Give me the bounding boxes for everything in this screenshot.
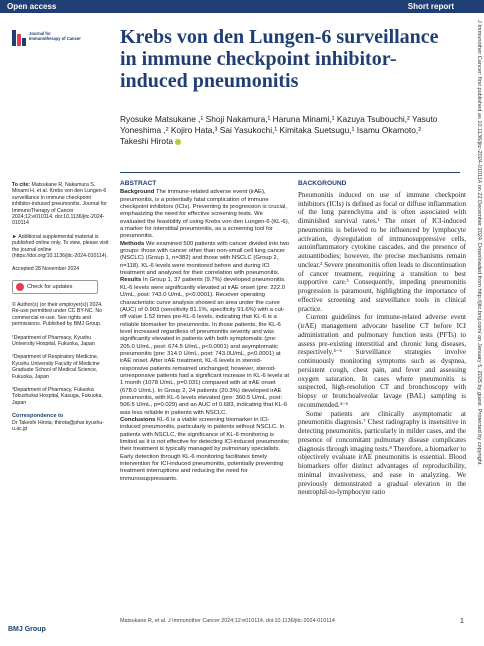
abstract-section — [120, 180, 290, 483]
cite-label: To cite: — [12, 182, 31, 188]
bmj-logo: BMJ Group — [8, 626, 46, 633]
abstract-background — [120, 189, 290, 240]
journal-logo-text: Journal for Immunotherapy of Cancer — [29, 31, 81, 41]
top-banner — [0, 0, 484, 13]
abstract-conclusions — [120, 417, 290, 483]
accepted-date: Accepted 28 November 2024 — [12, 266, 80, 273]
correspondence-text[interactable]: Dr Takeshi Hirota; thirota@phar.kyushu-u.ac.jp — [12, 419, 104, 432]
article-title: Krebs von den Lungen-6 surveillance in immune checkpoint inhibitor-induced pneumonitis — [120, 26, 439, 92]
affiliation-2: ²Department of Respiratory Medicine, Kyushu University Faculty of Medicine Graduate School of Medical Science, Fukuoka, Japan — [12, 354, 100, 380]
abstract-methods-label: Methods — [120, 240, 145, 247]
abstract-background-label: Background — [120, 189, 155, 196]
abstract-results — [120, 277, 290, 417]
check-for-updates-label: Check for updates — [27, 283, 73, 290]
affiliation-3: ³Department of Pharmacy, Fukuoka Tokushukai Hospital, Kasuga, Fukuoka, Japan — [12, 386, 103, 406]
crossmark-icon — [16, 283, 24, 291]
background-paragraph-2: Current guidelines for immune-related adverse event (irAE) management advocate baseline CT before ICI administration and pulmonary function tests (PFTs) to assess pre-existing interstitial and chronic lung diseases, respectively.⁴⁻⁶ Surveillance strategies involve continuously monitoring symptoms such as dyspnea, persistent cough, chest pain, and fever and assessing oxygen saturation. In cases where pneumonitis is suspected, high-resolution CT and bronchoscopy with biopsy or bronchoalveolar lavage (BAL) sampling is recommended.⁴⁻⁶ — [298, 313, 466, 409]
authors-text: Ryosuke Matsukane ,¹ Shoji Nakamura,¹ Haruna Minami,¹ Kazuya Tsubouchi,² Yasuto Yoneshima ,² Kojiro Hata,³ Sai Yasukochi,¹ Kimitaka Suetsugu,¹ Isamu Okamoto,² Takeshi Hirota — [120, 114, 438, 146]
copyright-sidebar-text: J Immunother Cancer: first published as 10.1136/jitc-2024-010114 on 22 December 2024. Downloaded from http://jitc.bmj.com/ on January 5, 2025 by guest. Protected by copyright. — [476, 20, 482, 466]
abstract-heading: ABSTRACT — [120, 180, 157, 187]
journal-logo-icon — [12, 30, 26, 46]
affiliation-1: ¹Department of Pharmacy, Kyushu University Hospital, Fukuoka, Japan — [12, 334, 95, 347]
page-number: 1 — [460, 618, 464, 625]
background-heading: BACKGROUND — [298, 180, 347, 187]
open-access-label: Open access — [7, 2, 57, 11]
abstract-conclusions-label: Conclusions — [120, 417, 156, 423]
background-section — [298, 180, 466, 497]
article-metadata-column — [12, 182, 110, 432]
title-rule — [120, 172, 460, 173]
abstract-conclusions-text: KL-6 is a viable screening biomarker in ICI-induced pneumonitis, particularly in patients without NSCLC. In patients with NSCLC, the significance of KL-6 monitoring is limited as it is not effective for detecting ICI-induced pneumonitis; their treatment is typically managed by pulmonary specialists. Early detection through KL-6 monitoring facilitates timely intervention for ICI-induced pneumonitis, potentially preventing treatment interruptions and reducing the need for immunosuppressants. — [120, 417, 290, 482]
abstract-results-text: In Group 1, 37 patients (9.7%) developed pneumonitis. KL-6 levels were significantly elevated at irAE onset (pre: 222.0 U/mL, post: 743.0 U/mL, p<0.0001). Receiver operating characteristic curve analysis showed an area under the curve (AUC) of 0.903 (sensitivity 81.1%, specificity 91.6%) with a cut-off value 1.52 times pre-KL-6 levels, indicating that KL-6 is a reliable biomarker for pneumonitis. In those patients, the KL-6 level increased regardless of pneumonitis severity and was significantly elevated in patients with both symptomatic (pre: 205.0 U/mL, post: 674.5 U/mL, p<0.0001) and asymptomatic pneumonitis (pre: 314.0 U/mL, post: 743.0U/mL, p<0.0001) at irAE onset. After irAE treatment, KL-6 levels in steroid-responsive patients remained unchanged; however, steroid-unresponsive patients had a significant increase in KL-6 levels at 1 month (1078 U/mL, p=0.031) compared with at irAE onset (678.0 U/mL). In Group 2, 24 patients (20.3%) developed irAE pneumonitis, with KL-6 levels elevated (pre: 360.5 U/mL, post: 506.5 U/mL, p=0.029) and an AUC of 0.683, indicating that KL-6 was less reliable in patients with NSCLC. — [120, 277, 289, 416]
journal-logo — [12, 30, 82, 60]
background-paragraph-3: Some patients are clinically asymptomatic at pneumonitis diagnosis.⁷ Chest radiography is insensitive in detecting pneumonitis, particularly in milder cases, and the presence of concomitant pulmonary disease complicates diagnosis through imaging tests.⁸ Therefore, a biomarker to objectively evaluate irAE pneumonitis is essential. Blood biomarkers offer distinct advantages of reproducibility, minimal invasiveness, and ease in analyzing. We previously demonstrated a gradual elevation in the neutrophil-to-lymphocyte ratio — [298, 409, 466, 497]
abstract-background-text: The immune-related adverse event (irAE), pneumonitis, is a potentially fatal complication of immune checkpoint inhibitors (ICIs). Preventing its progression is crucial, emphasizing the need for effective screening tests. We evaluated the feasibility of using Krebs von den Lungen-6 (KL-6), a marker for interstitial pneumonitis, as a screening tool for pneumonitis. — [120, 189, 290, 240]
citation-block — [12, 182, 110, 227]
abstract-results-label: Results — [120, 277, 142, 284]
page-footer-citation: Matsukane R, et al. J Immunother Cancer 2024;12:e010114. doi:10.1136/jitc-2024-010114 — [120, 618, 335, 624]
abstract-methods — [120, 241, 290, 278]
copyright-text: © Author(s) (or their employer(s)) 2024. Re-use permitted under CC BY-NC. No commercial re-use. See rights and permissions. Published by BMJ Group. — [12, 301, 103, 328]
orcid-icon[interactable] — [175, 139, 181, 145]
side-strip — [466, 0, 484, 646]
supplemental-note[interactable]: ► Additional supplemental material is published online only. To view, please visit the journal online (https://doi.org/10.1136/jitc-2024-010114). — [12, 233, 109, 260]
author-list — [120, 114, 450, 147]
check-for-updates-button[interactable] — [12, 280, 98, 294]
abstract-methods-text: We examined 500 patients with cancer divided into two groups: those with cancer other than non-small cell lung cancer (NSCLC) (Group 1, n=382) and those with NSCLC (Group 2, n=118). KL-6 levels were monitored before and during ICI treatment and analyzed for their correlation with pneumonitis. — [120, 240, 290, 277]
background-paragraph-1: Pneumonitis induced on use of immune checkpoint inhibitors (ICIs) is defined as focal or diffuse inflammation of the lung parenchyma and is often associated with diminished survival rates.¹ The onset of ICI-induced pneumonitis is believed to be influenced by lymphocyte activation, dysregulation of immunosuppressive cells, autoinflammatory cytokine cascades, and the presence of autoantibodies; however, the precise mechanisms remain unclear.² Severe pneumonitis often leads to discontinuation of cancer treatment, requiring a transition to best supportive care.³ Consequently, impeding pneumonitis progression is paramount, highlighting the importance of effective screening and surveillance tools in clinical practice. — [298, 190, 466, 313]
cite-text: Matsukane R, Nakamura S, Minami H, et al. Krebs von den Lungen-6 surveillance in immune checkpoint inhibitor-induced pneumonitis. Journal for ImmunoTherapy of Cancer 2024;12:e010114. doi:10.1136/jitc-2024-010114 — [12, 182, 107, 227]
correspondence-heading: Correspondence to — [12, 413, 64, 420]
article-type-label: Short report — [407, 2, 454, 11]
